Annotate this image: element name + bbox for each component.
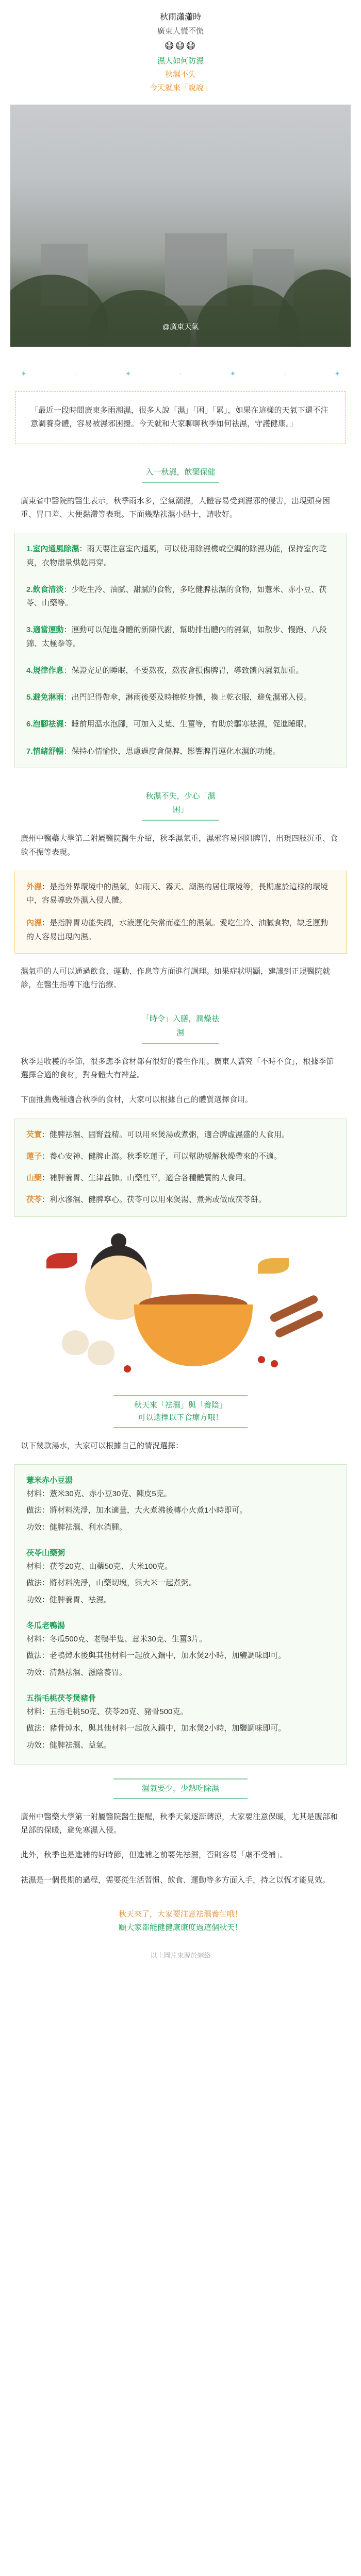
berry-shape	[271, 1360, 278, 1367]
sparkle-icon: ✦	[125, 369, 132, 378]
section-paragraph: 廣州中醫藥大學第一附屬醫院醫生提醒，秋季天氣逐漸轉涼，大家要注意保暖，尤其是腹部和足部的保暖，避免寒濕入侵。	[21, 1812, 338, 1835]
ingredient-item: 山藥：補脾養胃、生津益肺。山藥性平，適合各種體質的人食用。	[26, 1174, 251, 1182]
section-paragraph: 秋季是收穫的季節，很多應季食材都有很好的養生作用。廣東人講究「不時不食」，根據季節選擇合適的食材，對身體大有裨益。	[21, 1057, 334, 1079]
ingredient-item: 蓮子：養心安神、健脾止瀉。秋季吃蓮子，可以幫助緩解秋燥帶來的不適。	[26, 1151, 282, 1161]
tip-item: 5.避免淋雨：出門記得帶傘，淋雨後要及時擦乾身體，換上乾衣服，避免濕邪入侵。	[26, 693, 311, 702]
tips-box	[14, 533, 347, 768]
intro-block	[0, 0, 361, 95]
section-paragraph: 濕氣重的人可以通過飲食、運動、作息等方面進行調理。如果症狀明顯，建議到正規醫院就診，在醫生指導下進行治療。	[21, 967, 331, 989]
ingredient-box	[14, 1118, 347, 1217]
tip-item: 3.適當運動：運動可以促進身體的新陳代謝，幫助排出體內的濕氣，如散步、慢跑、八段錦、太極拳等。	[26, 625, 327, 648]
photo-watermark: @廣東天氣	[162, 323, 199, 331]
garlic-shape	[88, 1341, 114, 1365]
info-box	[14, 871, 347, 954]
ingredient-item: 茯苓：利水滲濕、健脾寧心。茯苓可以用來煲湯、煮粥或做成茯苓餅。	[26, 1195, 267, 1205]
character-bun	[111, 1233, 126, 1249]
recipe-title: 薏米赤小豆湯	[26, 1476, 73, 1485]
tip-item: 7.情緒舒暢：保持心情愉快，思慮過度會傷脾，影響脾胃運化水濕的功能。	[26, 747, 281, 756]
outro-line: 願大家都能健健康康度過這個秋天！	[118, 1923, 242, 1932]
section-title: 秋天來「祛濕」與「養陰」 可以選擇以下食療方哦！	[113, 1395, 248, 1428]
soup-illustration	[31, 1227, 330, 1382]
section-paragraph: 下面推薦幾種適合秋季的食材，大家可以根據自己的體質選擇食用。	[21, 1095, 253, 1105]
recipe-box	[14, 1464, 347, 1765]
berry-shape	[258, 1356, 265, 1363]
recipe-title: 五指毛桃茯苓煲豬骨	[26, 1693, 96, 1703]
intro-line: 秋雨瀟瀟時	[159, 13, 201, 22]
recipe-item: 冬瓜老鴨湯 材料：冬瓜500克、老鴨半隻、薏米30克、生薑3片。 做法：老鴨焯水後與其他材料一起放入鍋中，加水煲2小時，加鹽調味即可。 功效：清熱祛濕、滋陰養胃。	[26, 1619, 335, 1680]
tip-item: 6.泡腳祛濕：睡前用溫水泡腳，可加入艾葉、生薑等，有助於驅寒祛濕，促進睡眠。	[26, 720, 311, 729]
recipe-title: 茯苓山藥粥	[26, 1548, 65, 1557]
intro-line: 濕人如何防濕	[157, 56, 204, 65]
garlic-shape	[62, 1330, 89, 1355]
intro-line: 今天就來「說說」	[149, 83, 211, 93]
tip-item: 2.飲食清淡：少吃生冷、油膩、甜膩的食物，多吃健脾祛濕的食物，如薏米、赤小豆、茯苓、山藥等。	[26, 585, 327, 607]
recipe-item: 五指毛桃茯苓煲豬骨 材料：五指毛桃50克、茯苓20克、豬骨500克。 做法：豬骨焯水，與其他材料一起放入鍋中，加水煲2小時，加鹽調味即可。 功效：健脾祛濕、益氣。	[26, 1692, 335, 1752]
foggy-city-photo	[10, 105, 351, 347]
ingredient-item: 芡實：健脾祛濕、固腎益精。可以用來煲湯或煮粥，適合脾虛濕盛的人食用。	[26, 1130, 290, 1139]
recipe-title: 冬瓜老鴨湯	[26, 1621, 65, 1630]
section-paragraph: 廣東省中醫院的醫生表示，秋季雨水多，空氣潮濕，人體容易受到濕邪的侵害，出現頭身困重、胃口差、大便黏滯等表現。下面幾點祛濕小貼士，請收好。	[21, 496, 331, 519]
section-paragraph: 以下幾款湯水，大家可以根據自己的情況選擇：	[21, 1441, 184, 1450]
intro-box: 「最近一段時間廣東多雨潮濕，很多人說「濕」「困」「累」，如果在這樣的天氣下還不注意調養身體，容易被濕邪困擾。今天就和大家聊聊秋季如何祛濕，守護健康。」	[15, 391, 346, 444]
section-title: 入一秋濕，飲藥保健	[142, 463, 219, 483]
tip-item: 4.規律作息：保證充足的睡眠，不要熬夜，熬夜會損傷脾胃，導致體內濕氣加重。	[26, 666, 304, 675]
emoji-row: 😷😷😷	[164, 41, 197, 52]
section-paragraph: 祛濕是一個長期的過程，需要從生活習慣、飲食、運動等多方面入手，持之以恆才能見效。	[21, 1875, 331, 1885]
section-title: 「時令」入膳，潤燥祛濕	[142, 1009, 219, 1044]
section-paragraph: 廣州中醫藥大學第二附屬醫院醫生介紹，秋季濕氣重，濕邪容易困阻脾胃，出現四肢沉重、食欲不振等表現。	[21, 834, 338, 857]
info-item: 外濕：是指外界環境中的濕氣，如雨天、霧天、潮濕的居住環境等，長期處於這樣的環境中，容易導致外濕入侵人體。	[26, 882, 329, 905]
intro-line: 秋濕不失	[165, 70, 196, 79]
section-title: 濕氣要少，少熱吃除濕	[113, 1778, 248, 1799]
intro-line: 廣東人慌不慌	[157, 27, 204, 36]
decorative-dots	[0, 367, 361, 380]
dot-icon: ·	[74, 369, 77, 378]
leaf-shape	[258, 1258, 289, 1274]
info-item: 內濕：是指脾胃功能失調，水液運化失常而產生的濕氣。愛吃生冷、油膩食物，缺乏運動的人容易出現內濕。	[26, 919, 329, 941]
dot-icon: ·	[179, 369, 182, 378]
image-source-note: 以上圖片來源於網絡	[150, 1952, 211, 1960]
outro-line: 秋天來了，大家要注意祛濕養生哦！	[118, 1909, 242, 1919]
section-title: 秋濕不失，少心「濕困」	[142, 787, 219, 821]
recipe-item: 薏米赤小豆湯 材料：薏米30克、赤小豆30克、陳皮5克。 做法：將材料洗淨，加水適量，大火煮沸後轉小火煮1小時即可。 功效：健脾祛濕、利水消腫。	[26, 1474, 335, 1534]
tip-item: 1.室內通風除濕：雨天要注意室內通風，可以使用除濕機或空調的除濕功能，保持室內乾爽，衣物盡量烘乾再穿。	[26, 545, 327, 567]
sparkle-icon: ✦	[334, 369, 340, 378]
soup-bowl	[134, 1304, 253, 1366]
recipe-item: 茯苓山藥粥 材料：茯苓20克、山藥50克、大米100克。 做法：將材料洗淨，山藥切塊，與大米一起煮粥。 功效：健脾養胃、祛濕。	[26, 1547, 335, 1607]
leaf-shape	[46, 1253, 77, 1268]
dot-icon: ·	[284, 369, 287, 378]
section-paragraph: 此外，秋季也是進補的好時節，但進補之前要先祛濕，否則容易「虛不受補」。	[21, 1851, 288, 1860]
berry-shape	[124, 1365, 131, 1372]
sparkle-icon: ✦	[229, 369, 236, 378]
outro-block	[0, 1908, 361, 1935]
sparkle-icon: ✦	[21, 369, 27, 378]
